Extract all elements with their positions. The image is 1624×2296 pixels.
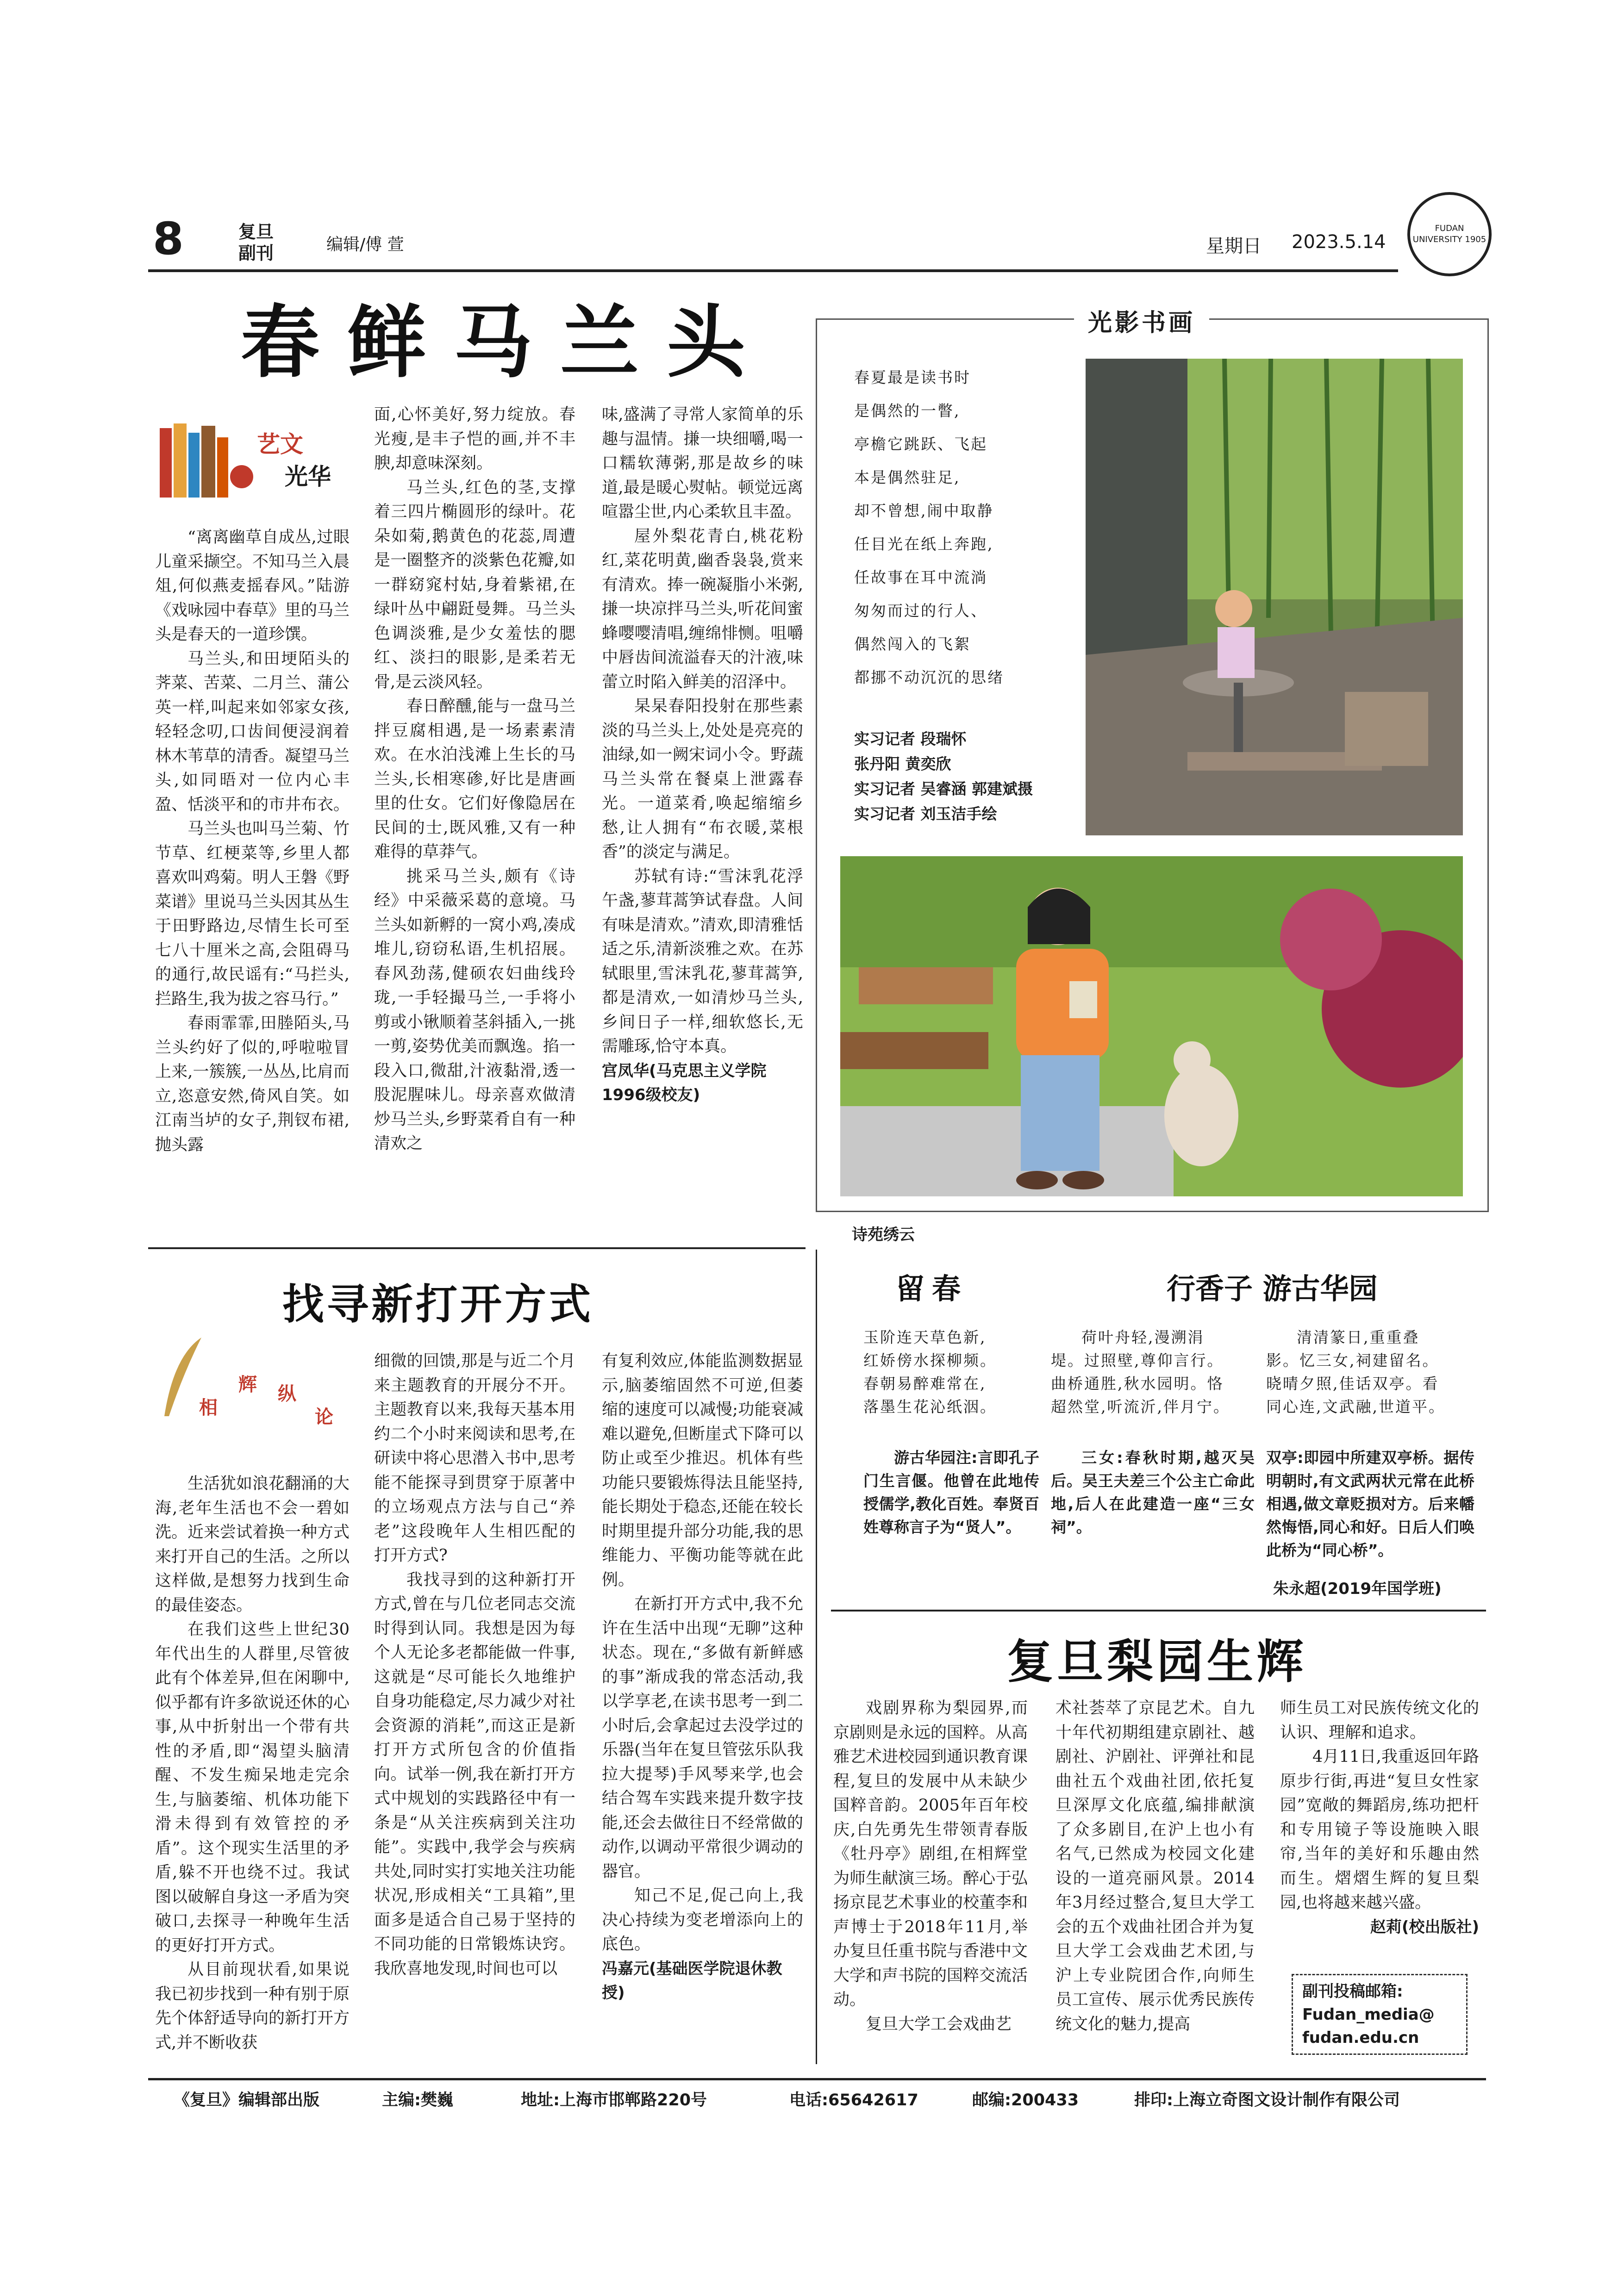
editor-credit: 编辑/傅 萱	[326, 235, 404, 254]
poem-line: 曲桥通胜,秋水园明。恪	[1051, 1375, 1224, 1393]
poem-line: 春朝易醉难常在,	[863, 1375, 987, 1393]
paragraph: 戏剧界称为梨园界,而京剧则是永远的国粹。从高雅艺术进校园到通识教育课程,复旦的发展中从未缺少国粹音韵。2005年百年校庆,白先勇先生带领青春版《牡丹亭》剧组,在相辉堂为师生献演三场。醉心于弘扬京昆艺术事业的校董李和声博士于2018年11月,举办复旦任重书院与香港中文大学和声书院的国粹交流活动。	[833, 1699, 1028, 2009]
photo-section-header: 光影书画	[1074, 303, 1209, 338]
poem-line: 红娇傍水探柳频。	[863, 1351, 997, 1369]
page-number: 8	[153, 213, 184, 265]
paragraph: 春雨霏霏,田塍陌头,马兰头约好了似的,呼啦啦冒上来,一簇簇,一丛丛,比肩而立,恣意安然,倚风自笑。如江南当垆的女子,荆钗布裙,抛头露	[155, 1014, 350, 1154]
article1-column-1	[155, 525, 350, 1157]
tag-char: 论	[315, 1406, 333, 1428]
courtyard-photo	[1086, 359, 1463, 835]
poem2-body-left	[1051, 1326, 1255, 1419]
footer-rule	[148, 2078, 1486, 2080]
paragraph: 我找寻到的这种新打开方式,曾在与几位老同志交流时得到认同。我想是因为每个人无论多老都能做一件事,这就是“尽可能长久地维护自身功能稳定,尽力减少对社会资源的消耗”,而这正是新打开方式所包含的价值指向。试举一例,我在新打开方式中规划的实践路径中有一条是“从关注疾病到关注功能”。实践中,我学会与疾病共处,同时实打实地关注功能状况,形成相关“工具箱”,里面多是适合自己易于坚持的不同功能的日常锻炼诀窍。我欣喜地发现,时间也可以	[374, 1570, 575, 1978]
poem-line: 同心连,文武融,世道平。	[1266, 1398, 1445, 1416]
poem-line: 任故事在耳中流淌	[854, 568, 987, 586]
footer-dept: 《复旦》编辑部出版	[174, 2091, 320, 2109]
article3-column-1	[833, 1696, 1028, 2036]
section-rule	[831, 1610, 1486, 1612]
poems-header: 诗苑绣云	[852, 1226, 915, 1244]
poem-line: 任目光在纸上奔跑,	[854, 535, 994, 553]
mail-box-email[interactable]	[1302, 2003, 1457, 2049]
poem-line: 清清篆日,重重叠	[1297, 1328, 1420, 1346]
poem-line: 荷叶舟轻,漫溯涓	[1081, 1328, 1205, 1346]
article3-column-2	[1056, 1696, 1255, 2036]
tag-char: 纵	[278, 1383, 296, 1405]
poem-line: 都挪不动沉沉的思绪	[854, 668, 1004, 686]
paragraph: 有复利效应,体能监测数据显示,脑萎缩固然不可逆,但萎缩的速度可以减慢;功能衰减难以避免,但断崖式下降可以防止或至少推迟。机体有些功能只要锻炼得法且能坚持,能长期处于稳态,还能在较长时期里提升部分功能,我的思维能力、平衡功能等就在此例。	[602, 1352, 803, 1589]
column-tag-books-icon	[155, 419, 257, 498]
photo-credits	[854, 727, 1095, 827]
header-rule	[148, 269, 1398, 272]
tag-char: 辉	[238, 1374, 257, 1395]
paragraph: 马兰头也叫马兰菊、竹节草、红梗菜等,乡里人都喜欢叫鸡菊。明人王磐《野菜谱》里说马兰头因其丛生于田野路边,尽情生长可至七八十厘米之高,会阻碍马的通行,故民谣有:“马拦头,拦路生,我为拔之容马行。”	[155, 820, 350, 1008]
column-tag-discuss	[194, 1365, 347, 1435]
article1-column-2	[374, 403, 575, 1156]
paragraph: 屋外梨花青白,桃花粉红,菜花明黄,幽香袅袅,赏来有清欢。捧一碗凝脂小米粥,搛一块凉拌马兰头,听花间蜜蜂嘤嘤清唱,缠绵悱恻。咀嚼中唇齿间流溢春天的汁液,味蕾立时陷入鲜美的沼泽中。	[602, 527, 803, 691]
paragraph: 在我们这些上世纪30年代出生的人群里,尽管彼此有个体差异,但在闲聊中,似乎都有许多欲说还休的心事,从中折射出一个带有共性的矛盾,即“渴望头脑清醒、不发生痴呆地走完余生,与脑萎缩、机体功能下滑未得到有效管控的矛盾”。这个现实生活里的矛盾,躲不开也绕不过。我试图以破解自身这一矛盾为突破口,去探寻一种晚年生活的更好打开方式。	[155, 1620, 350, 1955]
poem-line: 是偶然的一瞥,	[854, 402, 961, 420]
article2-author: 冯嘉元(基础医学院退休教授)	[602, 1959, 782, 2002]
supplement-label: 副刊	[238, 243, 274, 263]
paragraph: 复旦大学工会戏曲艺	[866, 2015, 1012, 2034]
article2-column-2	[374, 1349, 575, 1981]
paragraph: 细微的回馈,那是与近二个月来主题教育的开展分不开。主题教育以来,我每天基本用约二个小时来阅读和思考,在研读中将心思潜入书中,思考能不能探寻到贯穿于原著中的立场观点方法与自己“养老”这段晚年人生相匹配的打开方式?	[374, 1352, 575, 1565]
article1-column-3	[602, 403, 803, 1108]
poem-note-1	[863, 1446, 1039, 1539]
paragraph: 杲杲春阳投射在那些素淡的马兰头上,处处是亮亮的油绿,如一阙宋词小令。野蔬马兰头常在餐桌上泄露春光。一道菜肴,唤起缩缩乡愁,让人拥有“布衣暖,菜根香”的淡定与满足。	[602, 697, 803, 861]
footer-printer: 排印:上海立奇图文设计制作有限公司	[1134, 2091, 1400, 2109]
paragraph: “离离幽草自成丛,过眼儿童采撷空。不知马兰入晨俎,何似燕麦摇春风。”陆游《戏咏园中春草》里的马兰头是春天的一道珍馔。	[155, 528, 350, 644]
poem-line: 春夏最是读书时	[854, 368, 971, 386]
article3-title: 复旦梨园生辉	[1007, 1634, 1307, 1689]
email-line-1: Fudan_media@	[1302, 2005, 1435, 2024]
article3-column-3	[1280, 1696, 1479, 1939]
poem-line: 堤。过照壁,尊仰言行。	[1051, 1351, 1224, 1369]
paragraph: 从目前现状看,如果说我已初步找到一种有别于原先个体舒适导向的新打开方式,并不断收获	[155, 1960, 350, 2052]
paper-name: 复旦	[238, 222, 274, 242]
column-tag-label	[257, 428, 331, 493]
credit-line: 张丹阳 黄奕欣	[854, 755, 951, 773]
poem-line: 匆匆而过的行人、	[854, 602, 987, 620]
poem-note-3	[1266, 1446, 1474, 1562]
credit-line: 实习记者 吴睿涵 郭建斌摄	[854, 780, 1033, 798]
mail-box-title: 副刊投稿邮箱:	[1302, 1982, 1403, 2001]
seal-text: FUDAN UNIVERSITY 1905	[1412, 224, 1487, 244]
paragraph: 生活犹如浪花翻涌的大海,老年生活也不会一碧如洗。近来尝试着换一种方式来打开自己的生活。之所以这样做,是想努力找到生命的最佳姿态。	[155, 1475, 350, 1615]
email-line-2: fudan.edu.cn	[1302, 2028, 1419, 2047]
column-tag-sub: 光华	[285, 463, 331, 490]
masthead-logo	[238, 221, 274, 264]
article1-author: 宫凤华(马克思主义学院1996级校友)	[602, 1061, 767, 1104]
paragraph: 面,心怀美好,努力绽放。春光瘦,是丰子恺的画,并不丰腴,却意味深刻。	[374, 405, 575, 473]
paragraph: 术社荟萃了京昆艺术。自九十年代初期组建京剧社、越剧社、沪剧社、评弹社和昆曲社五个戏曲社团,依托复旦深厚文化底蕴,编排献演了众多剧目,在沪上也小有名气,已然成为校园文化建设的一道亮丽风景。2014年3月经过整合,复旦大学工会的五个戏曲社团合并为复旦大学工会戏曲艺术团,与沪上专业院团合作,向师生员工宣传、展示优秀民族传统文化的魅力,提高	[1056, 1699, 1255, 2034]
paragraph: 春日醉醺,能与一盘马兰拌豆腐相遇,是一场素素清欢。在水泊浅滩上生长的马兰头,长相寒碜,好比是唐画里的仕女。它们好像隐居在民间的士,既风雅,又有一种难得的草莽气。	[374, 697, 575, 861]
paragraph: 知己不足,促己向上,我决心持续为变老增添向上的底色。	[602, 1886, 803, 1954]
submission-mail-box	[1292, 1974, 1468, 2055]
footer-address: 地址:上海市邯郸路220号	[521, 2091, 707, 2109]
poem-line: 超然堂,听流沂,伴月宁。	[1051, 1398, 1230, 1416]
tag-char: 相	[199, 1397, 218, 1419]
weekday: 星期日	[1206, 236, 1262, 257]
paragraph: 苏轼有诗:“雪沫乳花浮午盏,蓼茸蒿笋试春盘。人间有味是清欢。”清欢,即清雅恬适之乐,清新淡雅之欢。在苏轼眼里,雪沫乳花,蓼茸蒿笋,都是清欢,一如清炒马兰头,乡间日子一样,细软悠长,无需雕琢,恰守本真。	[602, 867, 803, 1056]
poem-line: 却不曾想,闹中取静	[854, 502, 994, 520]
paragraph: 师生员工对民族传统文化的认识、理解和追求。	[1280, 1699, 1479, 1742]
column-tag-main: 艺文	[257, 430, 303, 458]
paragraph: 味,盛满了寻常人家简单的乐趣与温情。搛一块细嚼,喝一口糯软薄粥,那是故乡的味道,最是暖心熨帖。顿觉远离喧嚣尘世,内心柔软且丰盈。	[602, 405, 803, 521]
footer-postcode: 邮编:200433	[972, 2091, 1079, 2109]
poem-line: 偶然闯入的飞絮	[854, 635, 971, 653]
poem-line: 晓晴夕照,佳话双亭。看	[1266, 1375, 1439, 1393]
photo-poem	[854, 361, 1076, 694]
article2-column-3	[602, 1349, 803, 2005]
article3-author: 赵莉(校出版社)	[1370, 1917, 1479, 1936]
poems-author: 朱永超(2019年国学班)	[1273, 1580, 1442, 1598]
article1-title: 春鲜马兰头	[241, 296, 774, 389]
poem1-body	[863, 1326, 1035, 1419]
article2-column-1	[155, 1472, 350, 2055]
poem-line: 玉阶连天草色新,	[863, 1328, 987, 1346]
poem-line: 亭檐它跳跃、飞起	[854, 435, 987, 453]
note-text: 游古华园注:言即孔子门生言偃。他曾在此地传授儒学,教化百姓。奉贤百姓尊称言子为“贤人”。	[863, 1449, 1039, 1536]
university-seal-icon	[1407, 192, 1492, 276]
note-text: 三女:春秋时期,越灭吴后。吴王夫差三个公主亡命此地,后人在此建造一座“三女祠”。	[1051, 1449, 1255, 1536]
poem-note-2	[1051, 1446, 1255, 1539]
paragraph: 在新打开方式中,我不允许在生活中出现“无聊”这种状态。现在,“多做有新鲜感的事”渐成我的常态活动,我以学享老,在读书思考一到二小时后,会拿起过去没学过的乐器(当年在复旦管弦乐队我拉大提琴)手风琴来学,也会结合驾车实践来提升数字技能,还会去做往日不经常做的动作,以调动平常很少调动的器官。	[602, 1595, 803, 1881]
footer-chief: 主编:樊巍	[382, 2091, 453, 2109]
section-rule	[148, 1247, 806, 1249]
note-text: 双亭:即园中所建双亭桥。据传明朝时,有文武两状元常在此桥相遇,做文章贬损对方。后来幡然悔悟,同心和好。日后人们唤此桥为“同心桥”。	[1266, 1449, 1474, 1559]
issue-date: 2023.5.14	[1292, 231, 1386, 253]
poem1-title: 留春	[896, 1272, 968, 1306]
poem2-body-right	[1266, 1326, 1474, 1419]
poem-line: 本是偶然驻足,	[854, 468, 961, 486]
article2-title: 找寻新打开方式	[282, 1280, 593, 1329]
paragraph: 马兰头,和田埂陌头的荠菜、苦菜、二月兰、蒲公英一样,叫起来如邻家女孩,轻轻念叨,口齿间便浸润着林木苇草的清香。凝望马兰头,如同晤对一位内心丰盈、恬淡平和的市井布衣。	[155, 649, 350, 814]
column-divider	[816, 1250, 817, 2064]
poem-line: 落墨生花沁纸洇。	[863, 1398, 997, 1416]
footer-phone: 电话:65642617	[789, 2091, 918, 2109]
paragraph: 马兰头,红色的茎,支撑着三四片椭圆形的绿叶。花朵如菊,鹅黄色的花蕊,周遭是一圈整齐的淡紫色花瓣,如一群窈窕村姑,身着紫裙,在绿叶丛中翩跹曼舞。马兰头色调淡雅,是少女羞怯的腮红、淡扫的眼影,是柔若无骨,是云淡风轻。	[374, 478, 575, 691]
paragraph: 挑采马兰头,颇有《诗经》中采薇采葛的意境。马兰头如新孵的一窝小鸡,凑成堆儿,窃窃私语,生机招展。春风劲荡,健硕农妇曲线玲珑,一手轻撮马兰,一手将小剪或小锹顺着茎斜插入,一挑一剪,姿势优美而飘逸。掐一段入口,微甜,汁液黏滑,透一股泥腥味儿。母亲喜欢做清炒马兰头,乡野菜肴自有一种清欢之	[374, 867, 575, 1153]
credit-line: 实习记者 段瑞怀	[854, 730, 967, 748]
credit-line: 实习记者 刘玉洁手绘	[854, 805, 997, 823]
poem2-title: 行香子 游古华园	[1167, 1272, 1378, 1306]
paragraph: 4月11日,我重返回年路原步行街,再进“复旦女性家园”宽敞的舞蹈房,练功把杆和专用镜子等设施映入眼帘,当年的美好和乐趣由然而生。熠熠生辉的复旦梨园,也将越来越兴盛。	[1280, 1748, 1479, 1912]
poem-line: 影。忆三女,祠建留名。	[1266, 1351, 1439, 1369]
illustrated-girl-cat-photo	[840, 856, 1463, 1196]
